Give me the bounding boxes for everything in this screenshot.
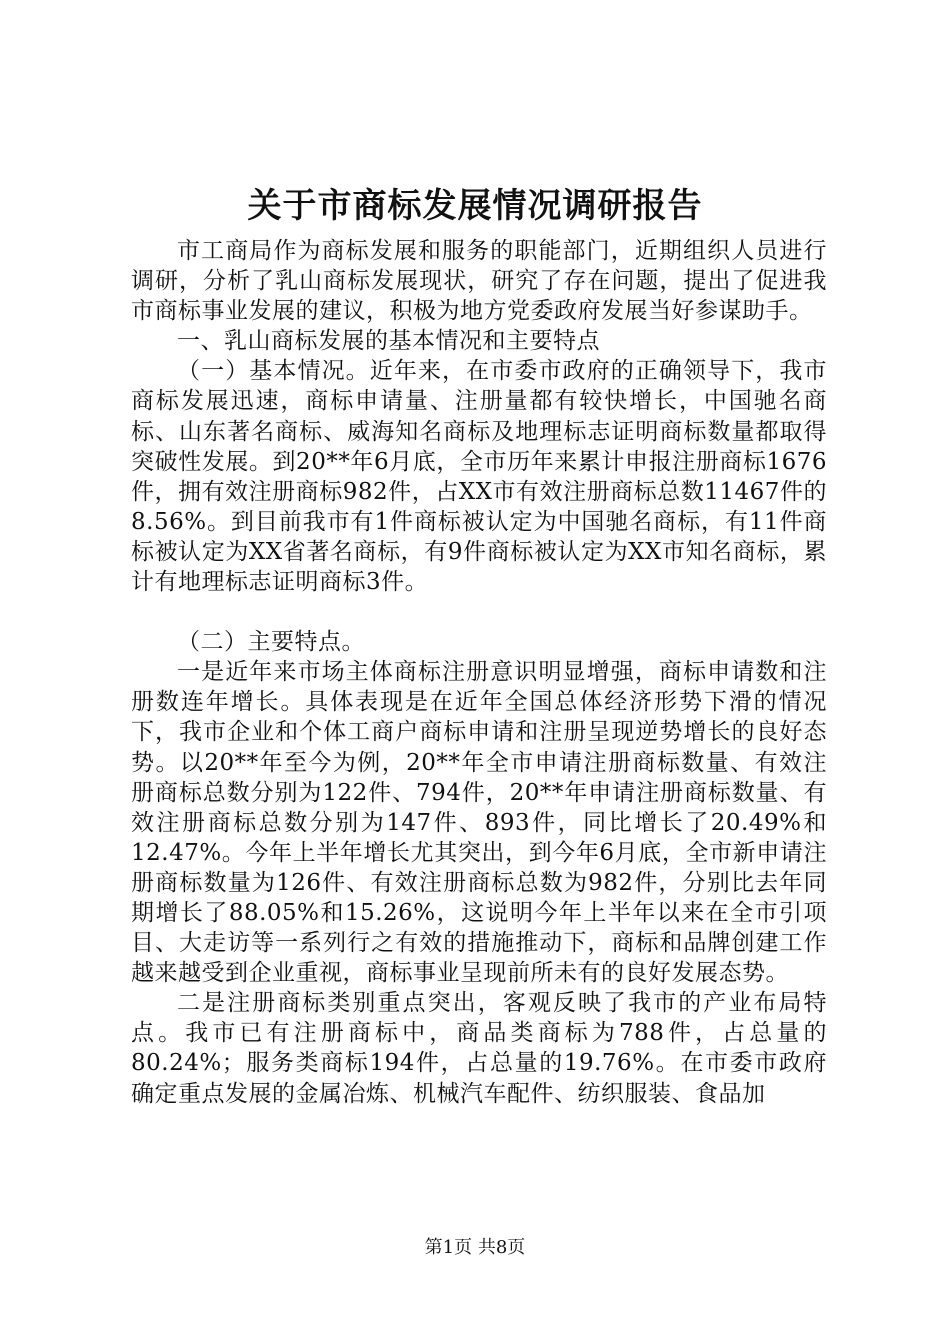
paragraph-intro: 市工商局作为商标发展和服务的职能部门，近期组织人员进行调研，分析了乳山商标发展现状，研究了存在问题，提出了促进我市商标事业发展的建议，积极为地方党委政府发展当好参谋助手。 xyxy=(131,238,827,325)
document-body xyxy=(131,236,827,1109)
section-heading-1: 一、乳山商标发展的基本情况和主要特点 xyxy=(177,328,600,355)
paragraph-feature-2: 二是注册商标类别重点突出，客观反映了我市的产业布局特点。我市已有注册商标中，商品类商标为788件，占总量的80.24%；服务类商标194件，占总量的19.76%。在市委市政府确定重点发展的金属冶炼、机械汽车配件、纺织服装、食品加 xyxy=(131,990,827,1107)
paragraph-basic-situation: （一）基本情况。近年来，在市委市政府的正确领导下，我市商标发展迅速，商标申请量、注册量都有较快增长，中国驰名商标、山东著名商标、威海知名商标及地理标志证明商标数量都取得突破性发展。到20**年6月底，全市历年来累计申报注册商标1676件，拥有效注册商标982件，占XX市有效注册商标总数11467件的8.56%。到目前我市有1件商标被认定为中国驰名商标，有11件商标被认定为XX省著名商标，有9件商标被认定为XX市知名商标，累计有地理标志证明商标3件。 xyxy=(131,358,827,596)
document-title: 关于市商标发展情况调研报告 xyxy=(247,186,703,226)
page-number-footer: 第1页 共8页 xyxy=(424,1237,526,1258)
paragraph-feature-1: 一是近年来市场主体商标注册意识明显增强，商标申请数和注册数连年增长。具体表现是在近年全国总体经济形势下滑的情况下，我市企业和个体工商户商标申请和注册呈现逆势增长的良好态势。以20**年至今为例，20**年全市申请注册商标数量、有效注册商标总数分别为122件、794件，20**年申请注册商标数量、有效注册商标总数分别为147件、893件，同比增长了20.49%和12.47%。今年上半年增长尤其突出，到今年6月底，全市新申请注册商标数量为126件、有效注册商标总数为982件，分别比去年同期增长了88.05%和15.26%，这说明今年上半年以来在全市引项目、大走访等一系列行之有效的措施推动下，商标和品牌创建工作越来越受到企业重视，商标事业呈现前所未有的良好发展态势。 xyxy=(131,659,827,987)
subsection-heading-features: （二）主要特点。 xyxy=(177,629,365,656)
